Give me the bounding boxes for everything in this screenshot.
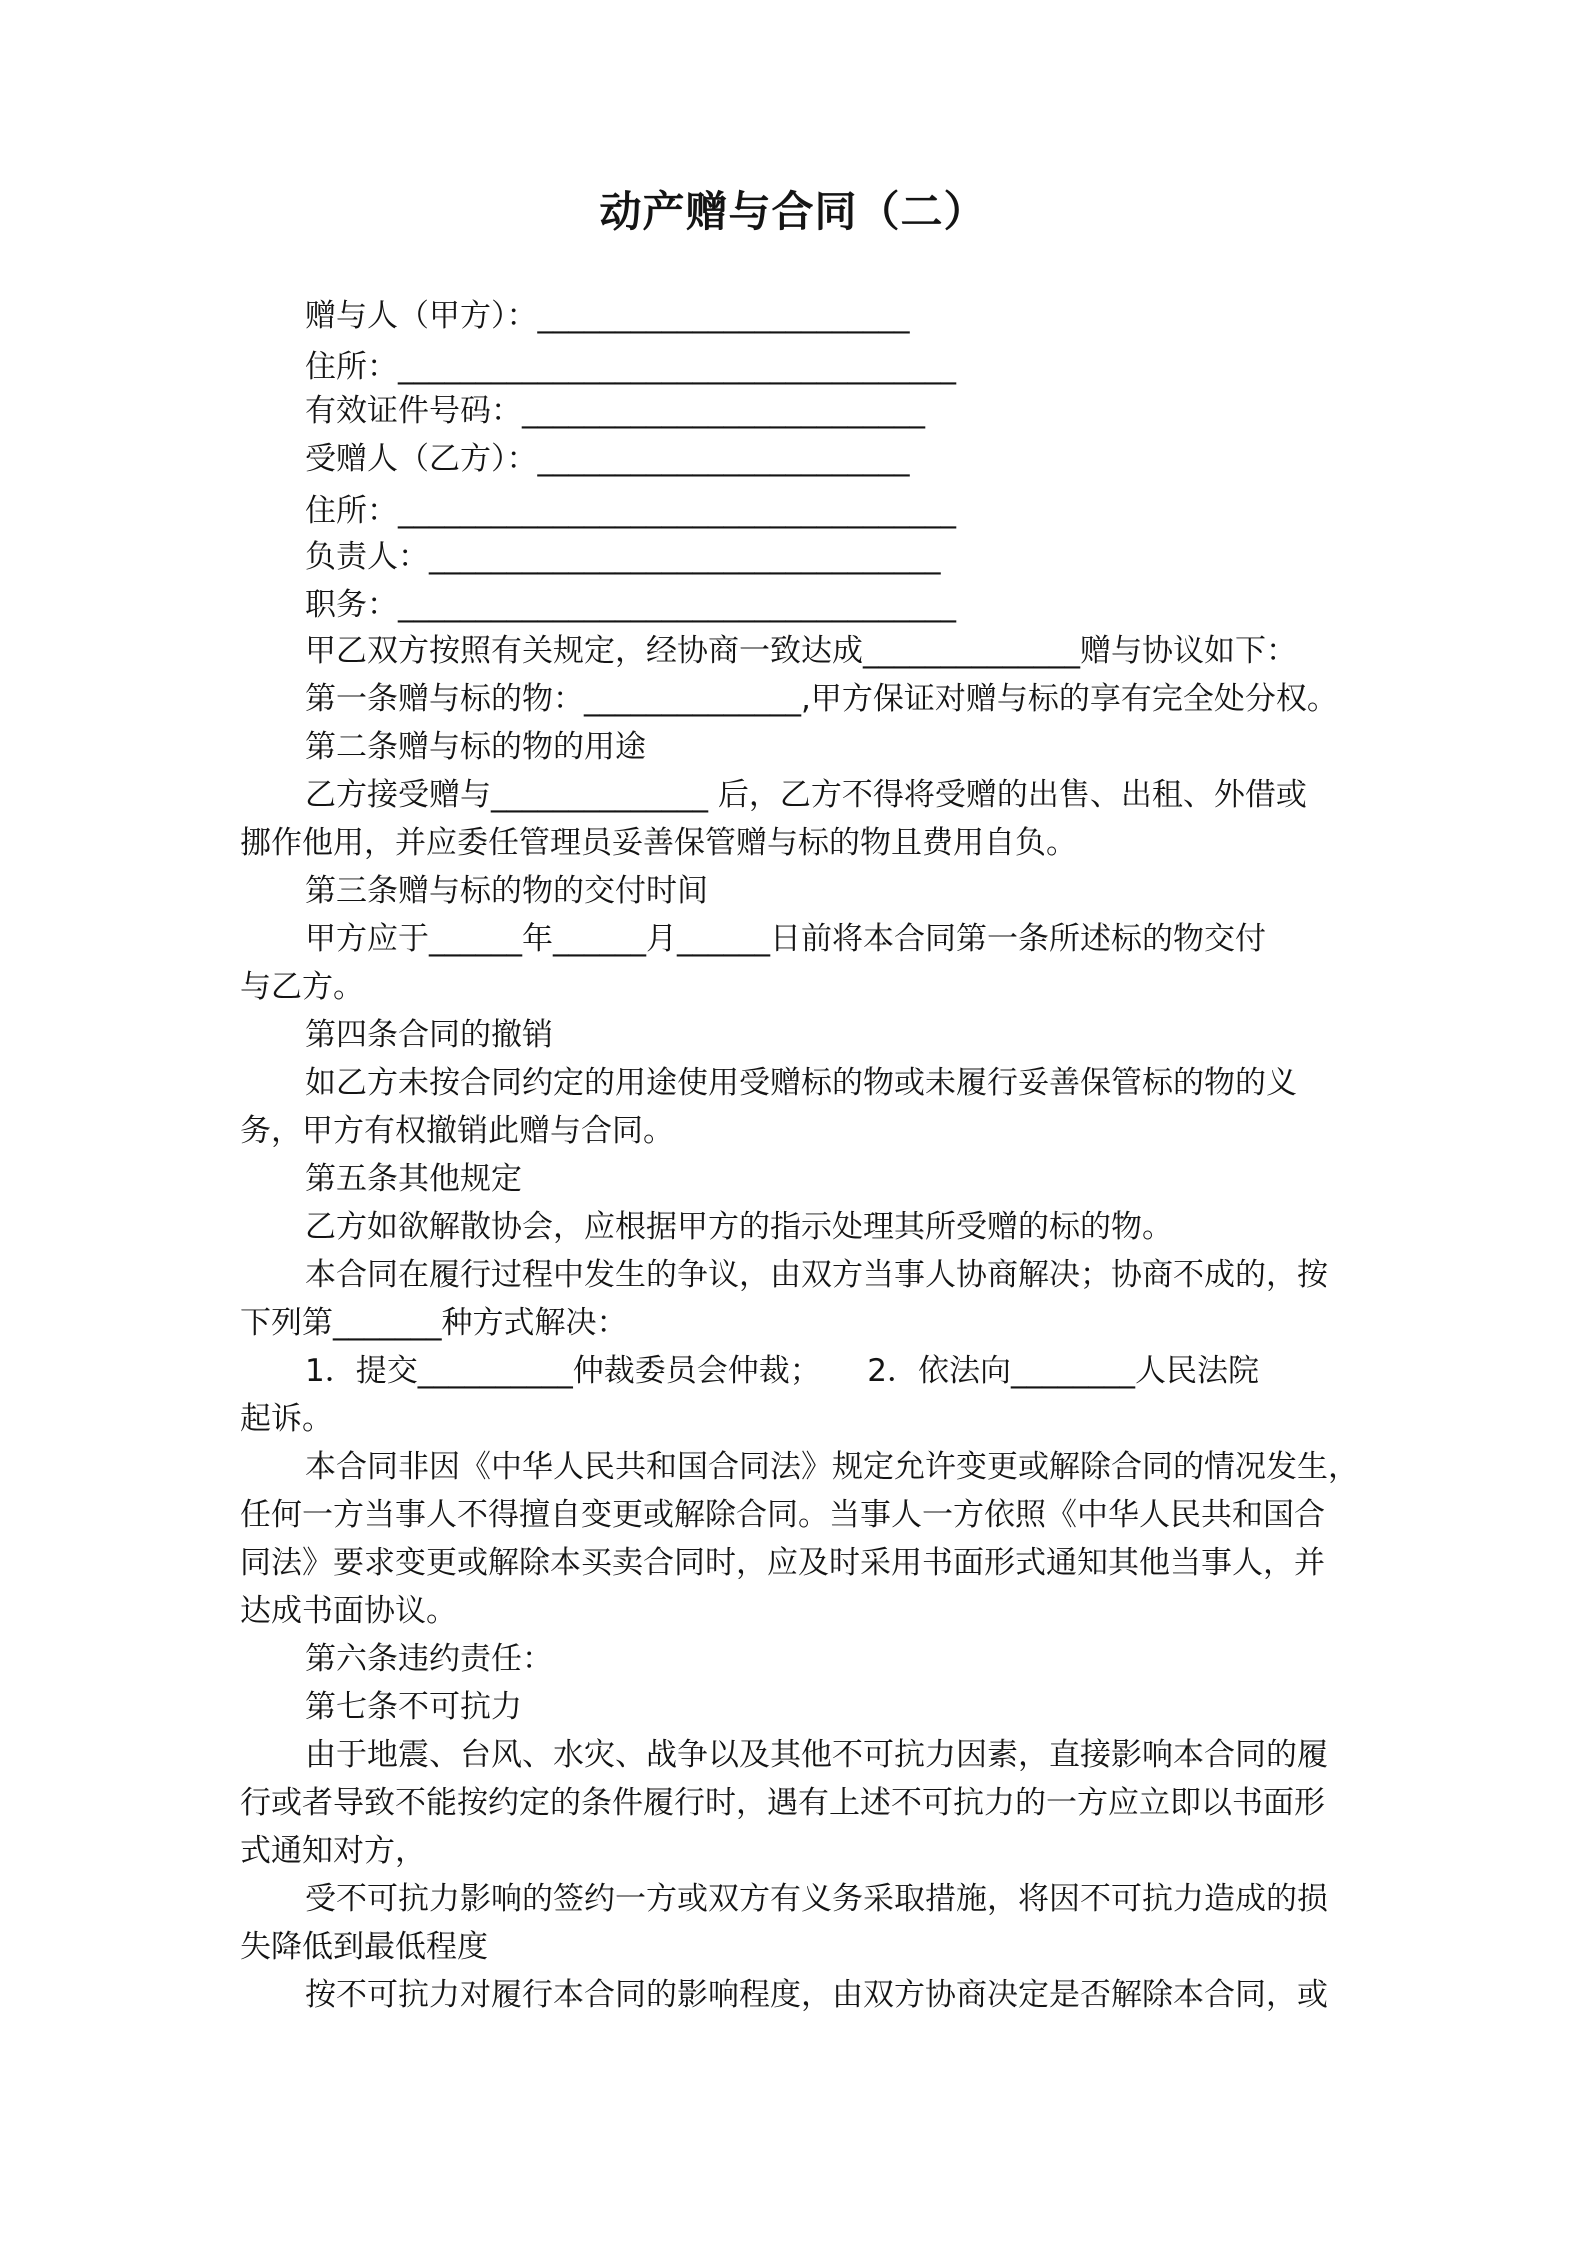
contract-law-text: 达成书面协议。 [240,1593,457,1629]
document-title: 动产赠与合同（二） [599,187,987,236]
dispute-text: 下列第_______种方式解决： [240,1305,628,1341]
clause-5-heading: 第五条其他规定 [305,1161,522,1197]
clause-2-text: 挪作他用，并应委任管理员妥善保管赠与标的物且费用自负。 [240,825,1077,861]
clause-7-heading: 第七条不可抗力 [305,1689,522,1725]
clause-3-text: 与乙方。 [240,969,364,1005]
clause-7-text: 受不可抗力影响的签约一方或双方有义务采取措施，将因不可抗力造成的损 [305,1881,1328,1917]
donee-address-field: 住所：____________________________________ [305,493,956,529]
clause-3-text: 甲方应于______年______月______日前将本合同第一条所述标的物交付 [305,921,1266,957]
id-number-field: 有效证件号码：__________________________ [305,393,925,429]
clause-6-heading: 第六条违约责任： [305,1641,553,1677]
donor-address-field: 住所：____________________________________ [305,349,956,385]
clause-2-heading: 第二条赠与标的物的用途 [305,729,646,765]
contract-law-text: 同法》要求变更或解除本买卖合同时，应及时采用书面形式通知其他当事人，并 [240,1545,1325,1581]
contract-law-text: 任何一方当事人不得擅自变更或解除合同。当事人一方依照《中华人民共和国合 [240,1497,1325,1533]
dispute-options: 1．提交__________仲裁委员会仲裁； 2．依法向________人民法院 [305,1353,1259,1389]
clause-3-heading: 第三条赠与标的物的交付时间 [305,873,708,909]
dispute-options: 起诉。 [240,1401,333,1437]
clause-7-text: 式通知对方， [240,1833,426,1869]
clause-7-text: 行或者导致不能按约定的条件履行时，遇有上述不可抗力的一方应立即以书面形 [240,1785,1325,1821]
contract-law-text: 本合同非因《中华人民共和国合同法》规定允许变更或解除合同的情况发生， [305,1449,1359,1485]
clause-2-text: 乙方接受赠与______________ 后，乙方不得将受赠的出售、出租、外借或 [305,777,1307,813]
donee-field: 受赠人（乙方）：________________________ [305,441,910,477]
position-field: 职务：____________________________________ [305,587,956,623]
responsible-person-field: 负责人：_________________________________ [305,539,941,575]
clause-4-heading: 第四条合同的撤销 [305,1017,553,1053]
clause-7-text: 失降低到最低程度 [240,1929,488,1965]
donor-field: 赠与人（甲方）：________________________ [305,298,910,334]
clause-4-text: 务，甲方有权撤销此赠与合同。 [240,1113,674,1149]
dispute-text: 本合同在履行过程中发生的争议，由双方当事人协商解决；协商不成的，按 [305,1257,1328,1293]
clause-7-text: 按不可抗力对履行本合同的影响程度，由双方协商决定是否解除本合同，或 [305,1977,1328,2013]
agreement-intro: 甲乙双方按照有关规定，经协商一致达成______________赠与协议如下： [305,633,1297,669]
clause-4-text: 如乙方未按合同约定的用途使用受赠标的物或未履行妥善保管标的物的义 [305,1065,1297,1101]
clause-7-text: 由于地震、台风、水灾、战争以及其他不可抗力因素，直接影响本合同的履 [305,1737,1328,1773]
clause-1: 第一条赠与标的物：______________,甲方保证对赠与标的享有完全处分权。 [305,681,1338,717]
clause-5-text: 乙方如欲解散协会，应根据甲方的指示处理其所受赠的标的物。 [305,1209,1173,1245]
